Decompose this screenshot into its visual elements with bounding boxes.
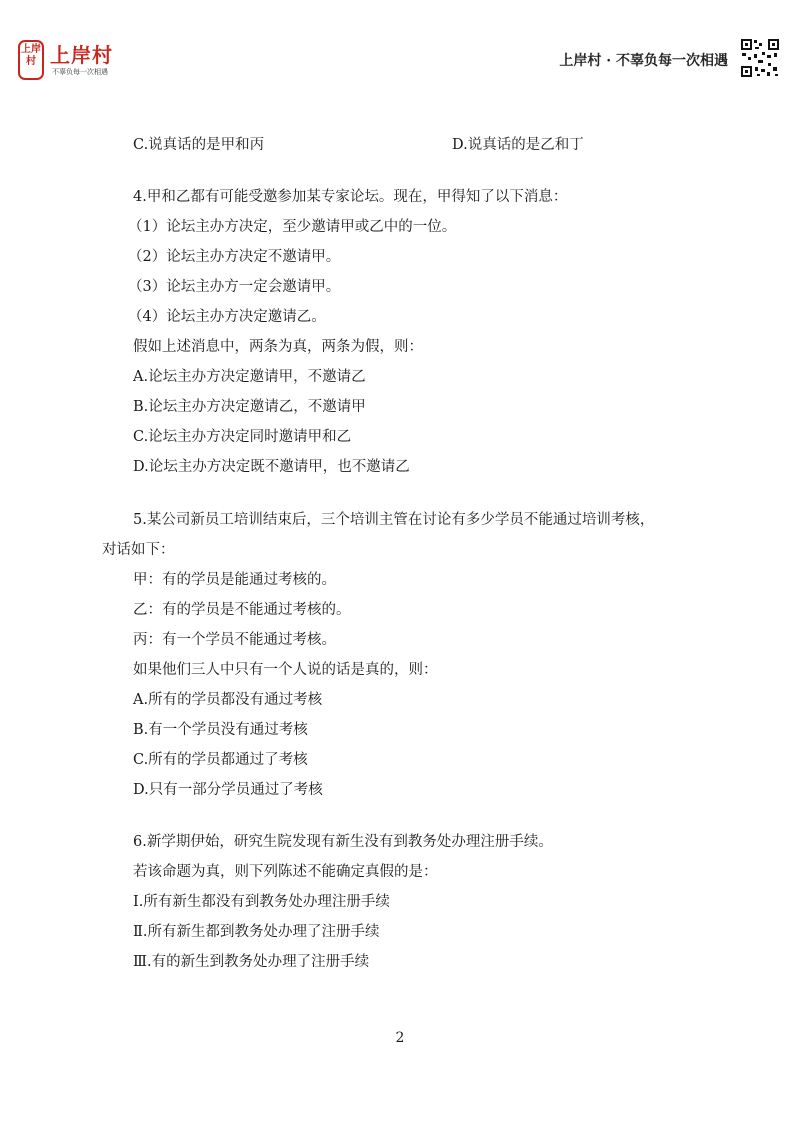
q4-item: （1）论坛主办方决定，至少邀请甲或乙中的一位。 <box>128 219 457 235</box>
q5-option-d: D.只有一部分学员通过了考核 <box>133 782 323 798</box>
q4-item: （2）论坛主办方决定不邀请甲。 <box>128 249 341 265</box>
q5-statement: 乙：有的学员是不能通过考核的。 <box>133 602 351 618</box>
q4-option-a: A.论坛主办方决定邀请甲，不邀请乙 <box>133 369 366 385</box>
header-slogan: 上岸村 · 不辜负每一次相遇 <box>559 53 728 69</box>
q6-stem: 6.新学期伊始，研究生院发现有新生没有到教务处办理注册手续。 <box>133 834 553 850</box>
q5-option-a: A.所有的学员都没有通过考核 <box>133 692 323 708</box>
q5-statement: 丙：有一个学员不能通过考核。 <box>133 632 336 648</box>
q5-statement: 甲：有的学员是能通过考核的。 <box>133 572 336 588</box>
q4-option-c: C.论坛主办方决定同时邀请甲和乙 <box>133 429 352 445</box>
q5-stem-line2: 对话如下： <box>102 542 175 558</box>
q6-item: Ⅲ.有的新生到教务处办理了注册手续 <box>133 954 370 970</box>
q3-option-c: C.说真话的是甲和丙 <box>133 137 265 153</box>
page-header <box>0 0 800 100</box>
q5-stem-line1: 5.某公司新员工培训结束后，三个培训主管在讨论有多少学员不能通过培训考核， <box>133 512 655 528</box>
q6-item: Ⅰ.所有新生都没有到教务处办理注册手续 <box>133 894 390 910</box>
page-number: 2 <box>395 1030 405 1046</box>
logo-slogan: 不辜负每一次相遇 <box>52 68 108 76</box>
q4-option-d: D.论坛主办方决定既不邀请甲，也不邀请乙 <box>133 459 410 475</box>
logo-seal: 上岸村 <box>18 40 44 80</box>
q4-item: （4）论坛主办方决定邀请乙。 <box>128 309 326 325</box>
q6-item: Ⅱ.所有新生都到教务处办理了注册手续 <box>133 924 380 940</box>
q4-stem: 4.甲和乙都有可能受邀参加某专家论坛。现在，甲得知了以下消息： <box>133 189 568 205</box>
q5-option-c: C.所有的学员都通过了考核 <box>133 752 308 768</box>
q4-item: （3）论坛主办方一定会邀请甲。 <box>128 279 341 295</box>
q3-option-d: D.说真话的是乙和丁 <box>452 137 584 153</box>
logo-name: 上岸村 <box>50 43 113 67</box>
q6-question: 若该命题为真，则下列陈述不能确定真假的是： <box>133 864 438 880</box>
qr-code-icon <box>740 38 780 78</box>
q4-question: 假如上述消息中，两条为真，两条为假，则： <box>133 339 423 355</box>
q4-option-b: B.论坛主办方决定邀请乙，不邀请甲 <box>133 399 366 415</box>
q5-question: 如果他们三人中只有一个人说的话是真的，则： <box>133 662 438 678</box>
q5-option-b: B.有一个学员没有通过考核 <box>133 722 308 738</box>
